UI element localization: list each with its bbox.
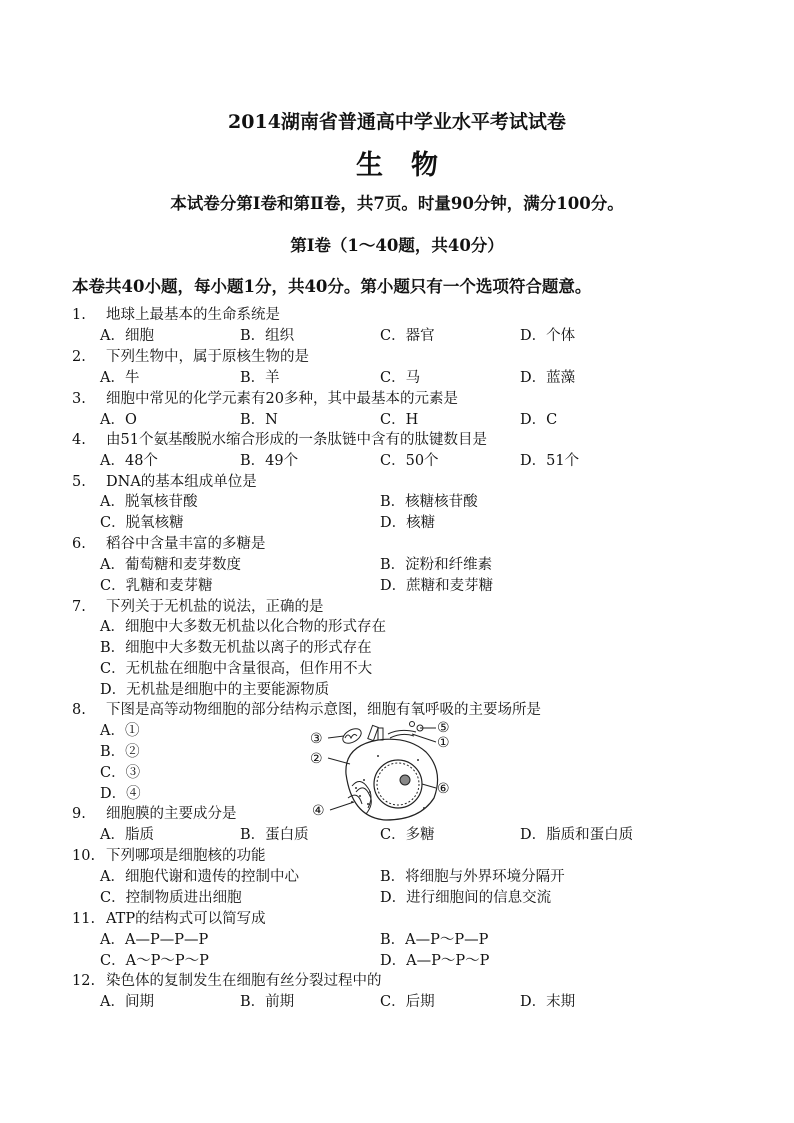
question-number: 4. xyxy=(72,432,86,448)
option[interactable]: C．器官 xyxy=(380,328,435,344)
option[interactable]: D．④ xyxy=(100,786,141,802)
option[interactable]: D．核糖 xyxy=(380,515,436,531)
option[interactable]: B．N xyxy=(240,412,278,428)
question-number: 2. xyxy=(72,349,86,365)
option[interactable]: D．个体 xyxy=(520,328,576,344)
question-stem: 染色体的复制发生在细胞有丝分裂过程中的 xyxy=(106,973,382,989)
question-number: 7. xyxy=(72,599,86,615)
option[interactable]: B．A—P～P—P xyxy=(380,932,489,948)
option[interactable]: B．前期 xyxy=(240,994,295,1010)
question-number: 8. xyxy=(72,702,86,718)
option[interactable]: C．乳糖和麦芽糖 xyxy=(100,578,213,594)
diagram-label: ④ xyxy=(312,803,325,819)
option[interactable]: C．多糖 xyxy=(380,827,435,843)
question-stem: 下列哪项是细胞核的功能 xyxy=(106,848,266,864)
option[interactable]: A．细胞中大多数无机盐以化合物的形式存在 xyxy=(100,619,386,635)
diagram-label: ① xyxy=(437,735,450,751)
option[interactable]: A．A—P—P—P xyxy=(100,932,209,948)
option[interactable]: A．细胞 xyxy=(100,328,154,344)
option[interactable]: D．C xyxy=(520,412,558,428)
question-stem: 下列关于无机盐的说法，正确的是 xyxy=(106,599,324,615)
option[interactable]: C．50个 xyxy=(380,453,439,469)
option[interactable]: A．细胞代谢和遗传的控制中心 xyxy=(100,869,299,885)
section-instructions: 本卷共40小题，每小题1分，共40分。第小题只有一个选项符合题意。 xyxy=(72,277,592,296)
option[interactable]: B．将细胞与外界环境分隔开 xyxy=(380,869,565,885)
option[interactable]: A．脂质 xyxy=(100,827,154,843)
option[interactable]: C．马 xyxy=(380,370,421,386)
question-number: 6. xyxy=(72,536,86,552)
option[interactable]: B．组织 xyxy=(240,328,295,344)
diagram-label: ⑤ xyxy=(437,720,450,736)
option[interactable]: D．无机盐是细胞中的主要能源物质 xyxy=(100,682,330,698)
option[interactable]: D．51个 xyxy=(520,453,580,469)
option[interactable]: B．淀粉和纤维素 xyxy=(380,557,493,573)
exam-info: 本试卷分第Ⅰ卷和第Ⅱ卷，共7页。时量90分钟，满分100分。 xyxy=(170,194,624,213)
option[interactable]: A．脱氧核苷酸 xyxy=(100,494,198,510)
option[interactable]: C．控制物质进出细胞 xyxy=(100,890,242,906)
diagram-label: ⑥ xyxy=(437,781,450,797)
section-title: 第Ⅰ卷（1～40题，共40分） xyxy=(290,236,504,255)
question-stem: ATP的结构式可以简写成 xyxy=(106,911,266,927)
option[interactable]: D．末期 xyxy=(520,994,576,1010)
option[interactable]: D．脂质和蛋白质 xyxy=(520,827,634,843)
option[interactable]: B．② xyxy=(100,744,140,760)
option[interactable]: B．核糖核苷酸 xyxy=(380,494,478,510)
question-number: 12. xyxy=(72,973,96,989)
question-stem: 稻谷中含量丰富的多糖是 xyxy=(106,536,266,552)
subject-title: 生物 xyxy=(356,150,466,181)
option[interactable]: D．蓝藻 xyxy=(520,370,576,386)
question-stem: 下列生物中，属于原核生物的是 xyxy=(106,349,309,365)
diagram-label: ② xyxy=(310,751,323,767)
question-stem: 地球上最基本的生命系统是 xyxy=(106,307,280,323)
question-stem: 细胞膜的主要成分是 xyxy=(106,806,237,822)
option[interactable]: B．49个 xyxy=(240,453,299,469)
question-number: 9. xyxy=(72,806,86,822)
option[interactable]: B．细胞中大多数无机盐以离子的形式存在 xyxy=(100,640,372,656)
option[interactable]: A．葡萄糖和麦芽数度 xyxy=(100,557,241,573)
exam-title: 2014湖南省普通高中学业水平考试试卷 xyxy=(228,111,566,133)
option[interactable]: C．H xyxy=(380,412,419,428)
option[interactable]: A．间期 xyxy=(100,994,154,1010)
question-stem: DNA的基本组成单位是 xyxy=(106,474,257,490)
question-number: 10. xyxy=(72,848,96,864)
option[interactable]: A．48个 xyxy=(100,453,158,469)
question-number: 11. xyxy=(72,911,96,927)
question-number: 3. xyxy=(72,391,86,407)
option[interactable]: A．① xyxy=(100,723,140,739)
question-stem: 细胞中常见的化学元素有20多种，其中最基本的元素是 xyxy=(106,391,458,407)
option[interactable]: C．③ xyxy=(100,765,141,781)
question-stem: 下图是高等动物细胞的部分结构示意图，细胞有氧呼吸的主要场所是 xyxy=(106,702,541,718)
option[interactable]: B．羊 xyxy=(240,370,280,386)
diagram-label: ③ xyxy=(310,731,323,747)
option[interactable]: B．蛋白质 xyxy=(240,827,309,843)
option[interactable]: C．A～P～P～P xyxy=(100,953,209,969)
option[interactable]: D．蔗糖和麦芽糖 xyxy=(380,578,494,594)
option[interactable]: A．牛 xyxy=(100,370,140,386)
option[interactable]: D．A—P～P～P xyxy=(380,953,490,969)
cell-structure-diagram xyxy=(308,716,458,826)
option[interactable]: D．进行细胞间的信息交流 xyxy=(380,890,552,906)
option[interactable]: C．脱氧核糖 xyxy=(100,515,184,531)
option[interactable]: A．O xyxy=(100,412,137,428)
option[interactable]: C．后期 xyxy=(380,994,435,1010)
option[interactable]: C．无机盐在细胞中含量很高，但作用不大 xyxy=(100,661,373,677)
question-number: 5. xyxy=(72,474,86,490)
question-stem: 由51个氨基酸脱水缩合形成的一条肽链中含有的肽键数目是 xyxy=(106,432,487,448)
question-number: 1. xyxy=(72,307,86,323)
